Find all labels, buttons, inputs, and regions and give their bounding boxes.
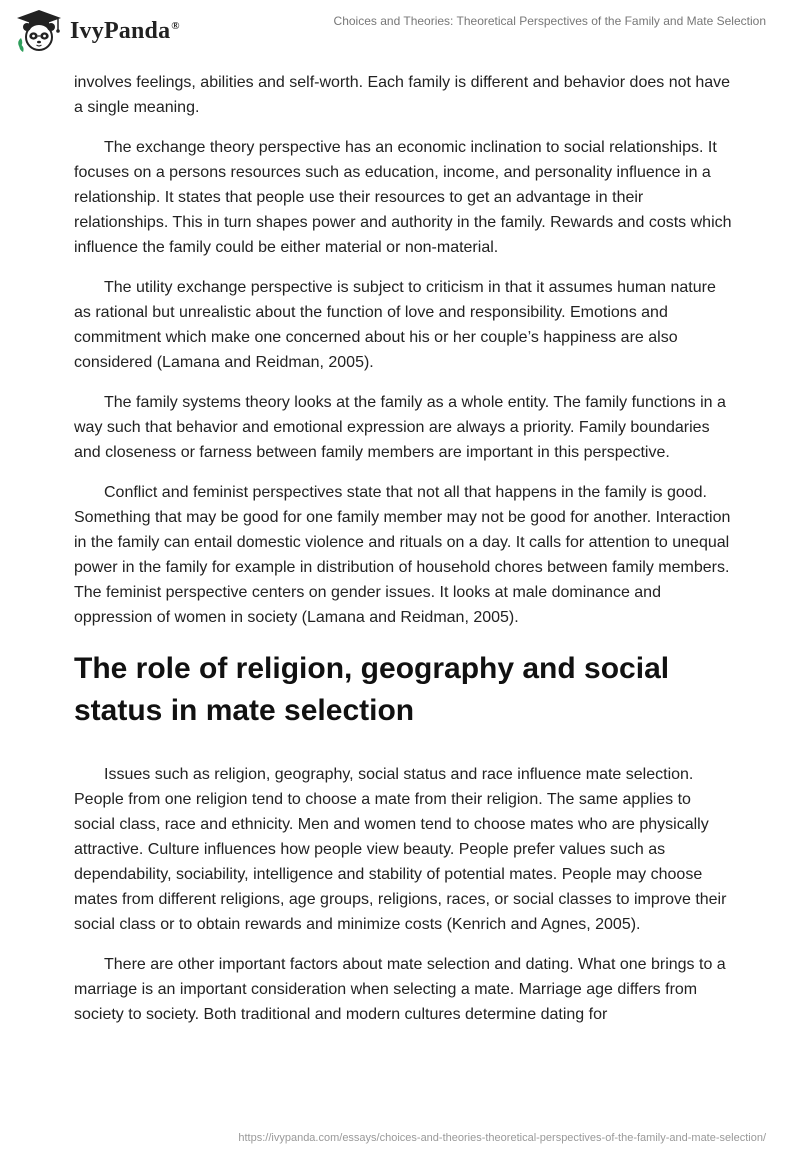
source-url[interactable]: https://ivypanda.com/essays/choices-and-theories-theoretical-perspectives-of-the-family-and-mate-selection/ bbox=[238, 1132, 766, 1144]
paragraph: The utility exchange perspective is subject to criticism in that it assumes human nature as rational but unrealistic about the function of love and responsibility. Emotions and commitment which make one concerned about his or her couple’s happiness are also considered (Lamana and Reidman, 2005). bbox=[74, 279, 716, 371]
logo[interactable] bbox=[14, 8, 180, 54]
section-heading: The role of religion, geography and social status in mate selection bbox=[74, 652, 670, 727]
registered-mark: ® bbox=[171, 19, 180, 32]
document-title: Choices and Theories: Theoretical Perspectives of the Family and Mate Selection bbox=[333, 14, 766, 28]
paragraph: Issues such as religion, geography, social status and race influence mate selection. People from one religion tend to choose a mate from their religion. The same applies to social class, race and ethnicity. Men and women tend to choose mates who are physically attractive. Culture influences how people view beauty. People prefer values such as dependability, sociability, intelligence and stability of potential mates. People may choose mates from different religions, age groups, religions, races, or social classes to improve their social class or to obtain rewards and minimize costs (Kenrich and Agnes, 2005). bbox=[74, 766, 727, 933]
panda-graduate-icon bbox=[14, 8, 64, 54]
brand-name: IvyPanda® bbox=[70, 17, 180, 44]
paragraph: involves feelings, abilities and self-worth. Each family is different and behavior does not have a single meaning. bbox=[74, 74, 731, 116]
essay-body bbox=[74, 70, 734, 1042]
paragraph: The family systems theory looks at the family as a whole entity. The family functions in a way such that behavior and emotional expression are always a priority. Family boundaries and closeness or farness between family members are important in this perspective. bbox=[74, 394, 726, 461]
page-header bbox=[0, 0, 800, 60]
paragraph: Conflict and feminist perspectives state that not all that happens in the family is good. Something that may be good for one family member may not be good for another. Interaction in the family can entail domestic violence and rituals on a day. It calls for attention to unequal power in the family for example in distribution of household chores between family members. The feminist perspective centers on gender issues. It looks at male dominance and oppression of women in society (Lamana and Reidman, 2005). bbox=[74, 484, 731, 626]
paragraph: There are other important factors about mate selection and dating. What one brings to a marriage is an important consideration when selecting a mate. Marriage age differs from society to society. Both traditional and modern cultures determine dating for bbox=[74, 956, 726, 1023]
paragraph: The exchange theory perspective has an economic inclination to social relationships. It focuses on a persons resources such as education, income, and personality influence in a relationship. It states that people use their resources to get an advantage in their relationships. This in turn shapes power and authority in the family. Rewards and costs which influence the family could be either material or non-material. bbox=[74, 139, 732, 256]
